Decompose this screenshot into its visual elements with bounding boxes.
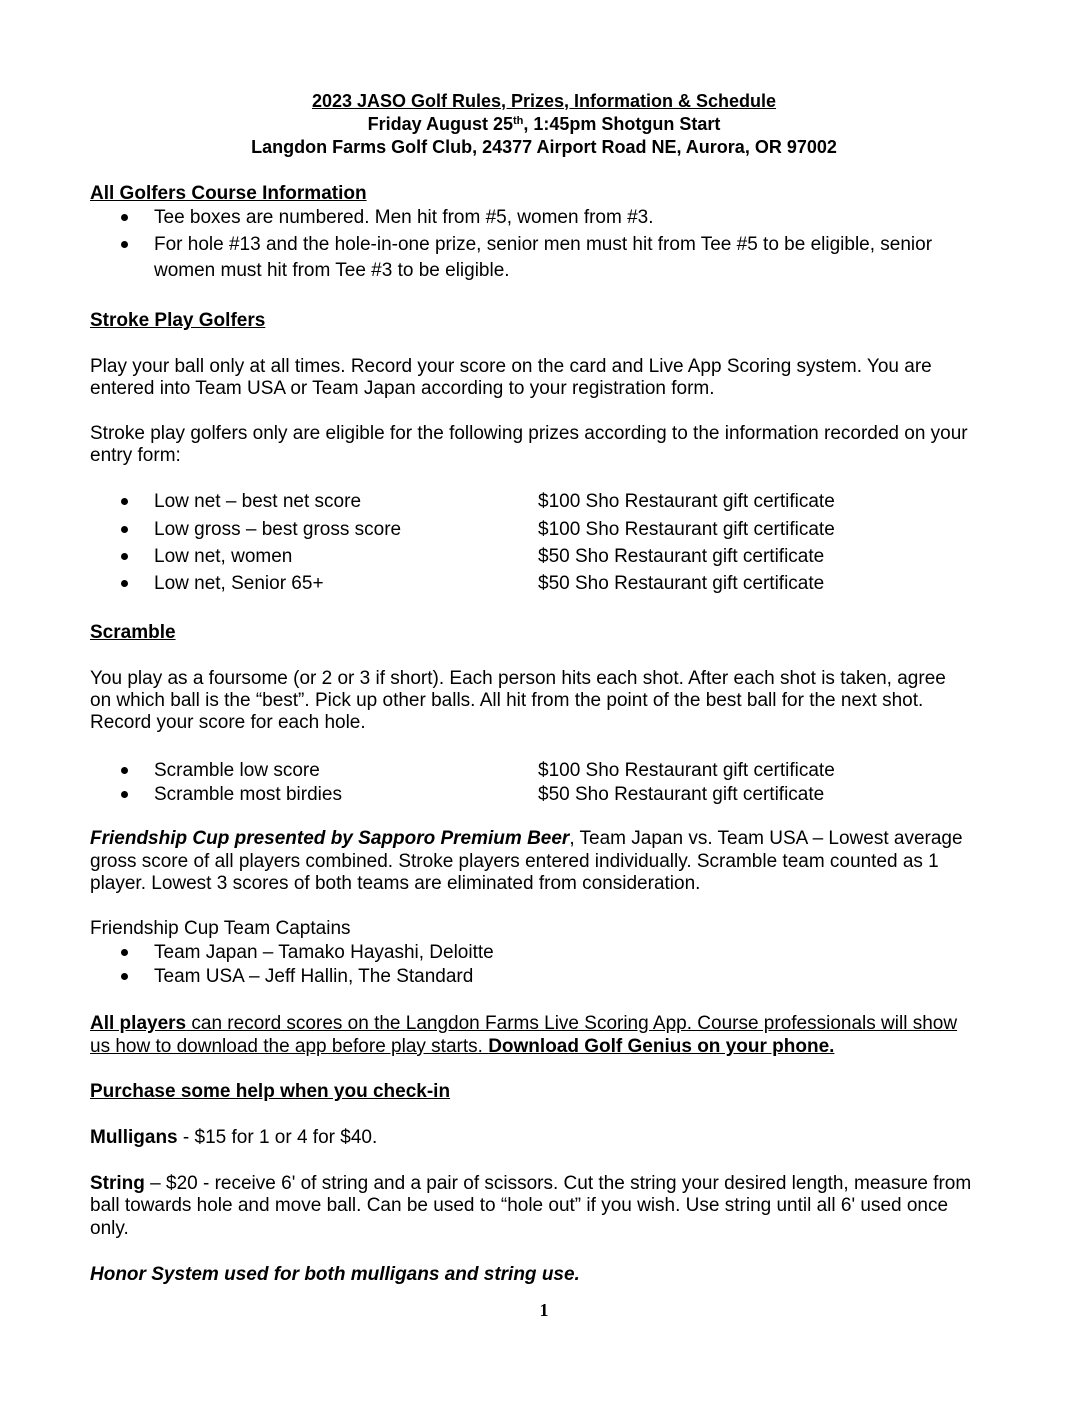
captain-item: Team USA – Jeff Hallin, The Standard bbox=[154, 966, 474, 987]
prize-label: Low net, Senior 65+ bbox=[154, 573, 324, 594]
bullet-icon bbox=[121, 580, 131, 590]
doc-title: 2023 JASO Golf Rules, Prizes, Information & Schedule bbox=[311, 91, 777, 111]
event-date-line: Friday August 25th, 1:45pm Shotgun Start bbox=[367, 114, 721, 134]
friendship-cup-line: Friendship Cup presented by Sapporo Premium Beer, Team Japan vs. Team USA – Lowest average bbox=[90, 828, 963, 849]
prize-value: $100 Sho Restaurant gift certificate bbox=[538, 760, 835, 781]
mulligans-line: Mulligans - $15 for 1 or 4 for $40. bbox=[90, 1127, 378, 1148]
string-text: ball towards hole and move ball. Can be used to “hole out” if you wish. Use string until all 6' used once bbox=[90, 1195, 949, 1216]
bullet-icon bbox=[121, 498, 131, 508]
app-note-line2: us how to download the app before play starts. Download Golf Genius on your phone. bbox=[90, 1036, 835, 1057]
prize-label: Scramble low score bbox=[154, 760, 320, 781]
scramble-para: Record your score for each hole. bbox=[90, 712, 366, 733]
bullet-icon bbox=[121, 791, 131, 801]
bullet-icon bbox=[121, 767, 131, 777]
scramble-para: You play as a foursome (or 2 or 3 if short). Each person hits each shot. After each shot is taken, agree bbox=[90, 668, 946, 689]
honor-system-note: Honor System used for both mulligans and string use. bbox=[90, 1264, 580, 1285]
stroke-play-heading: Stroke Play Golfers bbox=[90, 310, 266, 331]
prize-value: $50 Sho Restaurant gift certificate bbox=[538, 546, 825, 567]
prize-value: $50 Sho Restaurant gift certificate bbox=[538, 573, 825, 594]
stroke-play-para2: Stroke play golfers only are eligible for the following prizes according to the information recorded on your bbox=[90, 423, 968, 444]
prize-value: $100 Sho Restaurant gift certificate bbox=[538, 519, 835, 540]
app-note-line1: All players can record scores on the Langdon Farms Live Scoring App. Course professionals will show bbox=[90, 1013, 958, 1034]
course-info-item-cont: women must hit from Tee #3 to be eligible. bbox=[154, 260, 510, 281]
bullet-icon bbox=[121, 973, 131, 983]
venue-line: Langdon Farms Golf Club, 24377 Airport Road NE, Aurora, OR 97002 bbox=[251, 137, 837, 157]
stroke-play-para1: entered into Team USA or Team Japan according to your registration form. bbox=[90, 378, 715, 399]
bullet-icon bbox=[121, 214, 131, 224]
page-number: 1 bbox=[539, 1300, 549, 1320]
scramble-para: on which ball is the “best”. Pick up other balls. All hit from the point of the best ball for the next shot. bbox=[90, 690, 924, 711]
course-info-item: For hole #13 and the hole-in-one prize, senior men must hit from Tee #5 to be eligible, senior bbox=[154, 234, 933, 255]
prize-label: Low net – best net score bbox=[154, 491, 362, 512]
friendship-cup-text: player. Lowest 3 scores of both teams are eliminated from consideration. bbox=[90, 873, 701, 894]
bullet-icon bbox=[121, 553, 131, 563]
captain-item: Team Japan – Tamako Hayashi, Deloitte bbox=[154, 942, 494, 963]
purchase-heading: Purchase some help when you check-in bbox=[90, 1081, 451, 1102]
prize-value: $100 Sho Restaurant gift certificate bbox=[538, 491, 835, 512]
course-info-item: Tee boxes are numbered. Men hit from #5, women from #3. bbox=[154, 207, 654, 228]
prize-label: Low net, women bbox=[154, 546, 293, 567]
stroke-play-para2: entry form: bbox=[90, 445, 181, 466]
course-info-heading: All Golfers Course Information bbox=[90, 183, 367, 204]
download-golf-genius: Download Golf Genius on your phone. bbox=[488, 1036, 835, 1057]
string-text: only. bbox=[90, 1218, 129, 1239]
prize-value: $50 Sho Restaurant gift certificate bbox=[538, 784, 825, 805]
friendship-cup-text: gross score of all players combined. Stroke players entered individually. Scramble team counted as 1 bbox=[90, 851, 939, 872]
scramble-heading: Scramble bbox=[90, 622, 176, 643]
stroke-play-para1: Play your ball only at all times. Record your score on the card and Live App Scoring system. You are bbox=[90, 356, 932, 377]
bullet-icon bbox=[121, 949, 131, 959]
prize-label: Scramble most birdies bbox=[154, 784, 342, 805]
captains-heading: Friendship Cup Team Captains bbox=[90, 918, 351, 939]
bullet-icon bbox=[121, 241, 131, 251]
friendship-cup-title: Friendship Cup presented by Sapporo Premium Beer bbox=[90, 828, 570, 849]
prize-label: Low gross – best gross score bbox=[154, 519, 402, 540]
string-line: String – $20 - receive 6' of string and a pair of scissors. Cut the string your desired length, measure from bbox=[90, 1173, 972, 1194]
bullet-icon bbox=[121, 526, 131, 536]
